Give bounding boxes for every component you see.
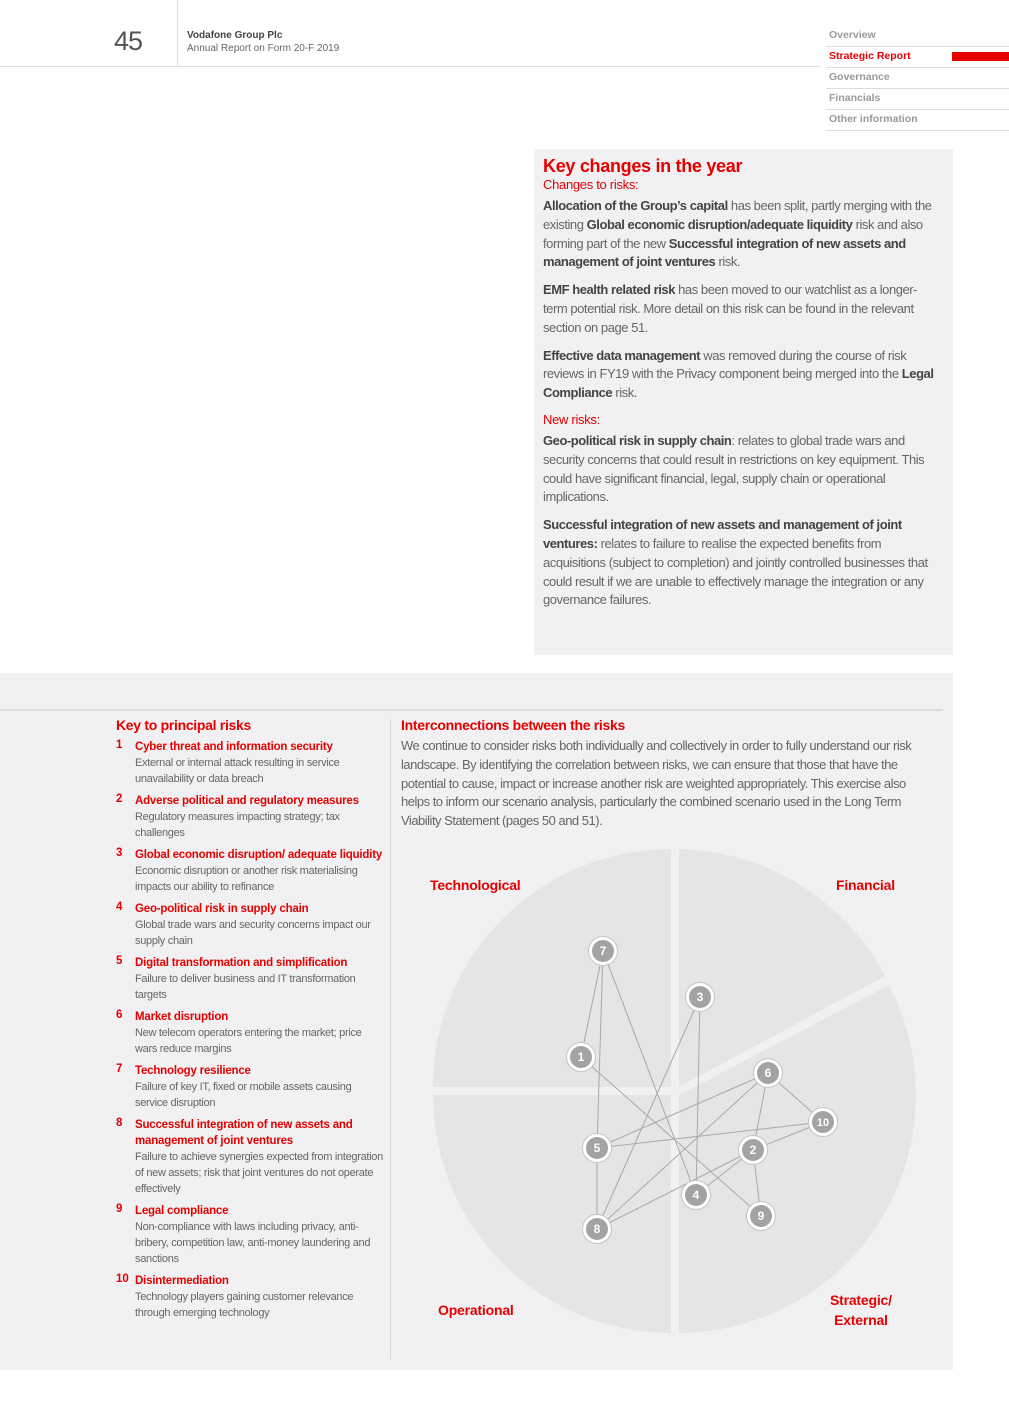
risk-title: Legal compliance [135, 1205, 229, 1217]
risk-description: Regulatory measures impacting strategy; tax challenges [135, 811, 340, 839]
risk-node-9 [747, 1202, 776, 1231]
page-number: 45 [114, 26, 143, 56]
panel-rule [0, 709, 943, 711]
svg-text:7: 7 [599, 944, 607, 958]
risk-number: 8 [116, 1117, 123, 1129]
label-strategic-external [830, 1290, 892, 1330]
risk-node-1 [567, 1043, 596, 1072]
risk-node-6 [754, 1059, 783, 1088]
label-operational: Operational [438, 1302, 514, 1318]
nav-label: Overview [829, 29, 876, 41]
risk-interconnection-diagram [420, 841, 930, 1341]
svg-text:3: 3 [696, 990, 704, 1004]
risk-number: 7 [116, 1063, 123, 1075]
header-divider [177, 0, 178, 67]
header-rule [0, 66, 820, 67]
risk-list [116, 739, 386, 1321]
risk-description: Technology players gaining customer relevance through emerging technology [135, 1291, 354, 1319]
risk-item [116, 955, 386, 1003]
nav-label: Governance [829, 71, 890, 83]
interconnections-title: Interconnections between the risks [401, 717, 625, 733]
key-changes-title: Key changes in the year [543, 156, 743, 176]
key-to-principal-risks [116, 717, 386, 1327]
risk-item [116, 793, 386, 841]
new-risk-paragraph: Geo-political risk in supply chain: relates to global trade wars and security concerns that could result in restrictions on key equipment. This could have significant financial, legal, supply chain or operational implications. [543, 432, 925, 505]
risk-item [116, 1203, 386, 1267]
svg-text:9: 9 [757, 1209, 765, 1223]
risks-panel [0, 673, 953, 1370]
change-paragraph: Effective data management was removed during the course of risk reviews in FY19 with the Privacy component being merged into the Legal Compliance risk. [543, 347, 934, 401]
risk-description: Global trade wars and security concerns impact our supply chain [135, 919, 371, 947]
risk-number: 3 [116, 847, 123, 859]
nav-label: Other information [829, 113, 918, 125]
risk-item [116, 847, 386, 895]
risk-title: Market disruption [135, 1011, 229, 1023]
svg-text:8: 8 [593, 1222, 601, 1236]
risk-number: 1 [116, 739, 123, 751]
nav-item-strategic-report[interactable] [826, 47, 1009, 68]
report-title: Annual Report on Form 20-F 2019 [187, 43, 340, 54]
label-external: External [834, 1312, 888, 1328]
svg-text:2: 2 [749, 1143, 757, 1157]
risk-item [116, 739, 386, 787]
risk-description: Failure to deliver business and IT transformation targets [135, 973, 356, 1001]
svg-text:1: 1 [577, 1050, 585, 1064]
risk-node-2 [739, 1136, 768, 1165]
key-title: Key to principal risks [116, 717, 252, 733]
risk-description: New telecom operators entering the market; price wars reduce margins [135, 1027, 362, 1055]
changes-list [543, 197, 944, 403]
new-risk-paragraph: Successful integration of new assets and management of joint ventures: relates to failure to realise the expected benefits from acquisitions (subject to completion) and jointly controlled businesses that could result if we are unable to effectively manage the integration or any governance failures. [543, 517, 928, 608]
risk-number: 9 [116, 1203, 123, 1215]
risk-number: 5 [116, 955, 123, 967]
risk-title: Geo-political risk in supply chain [135, 903, 309, 915]
risk-node-8 [583, 1215, 612, 1244]
column-divider [390, 719, 391, 1359]
risk-node-4 [682, 1181, 711, 1210]
risk-item [116, 1063, 386, 1111]
risk-item [116, 1009, 386, 1057]
nav-item-financials[interactable] [826, 89, 1009, 110]
change-paragraph: Allocation of the Group’s capital has been split, partly merging with the existing Global economic disruption/adequate liquidity risk and also forming part of the new Successful integration of new assets and management of joint ventures risk. [543, 198, 932, 270]
new-risks-heading: New risks: [543, 411, 600, 427]
svg-text:6: 6 [764, 1066, 772, 1080]
svg-text:5: 5 [593, 1141, 601, 1155]
risk-title: Global economic disruption/ adequate liquidity [135, 849, 383, 861]
risk-title: Adverse political and regulatory measures [135, 795, 359, 807]
svg-text:10: 10 [816, 1117, 830, 1129]
active-indicator [952, 52, 1009, 61]
risk-title: Cyber threat and information security [135, 741, 333, 753]
risk-number: 10 [116, 1273, 129, 1285]
risk-description: Failure of key IT, fixed or mobile assets causing service disruption [135, 1081, 352, 1109]
diagram-svg [420, 841, 930, 1341]
new-risks-list [543, 432, 944, 610]
section-nav [826, 26, 1009, 131]
quadrant-sectors [433, 849, 916, 1333]
label-strategic: Strategic/ [830, 1292, 892, 1308]
risk-node-5 [583, 1134, 612, 1163]
risk-title: Disintermediation [135, 1275, 229, 1287]
key-changes-box [534, 149, 953, 655]
interconnections-section [401, 717, 921, 831]
nav-label: Strategic Report [829, 50, 911, 62]
label-financial: Financial [836, 877, 895, 893]
risk-title: Technology resilience [135, 1065, 251, 1077]
risk-node-3 [686, 983, 715, 1012]
interconnections-body: We continue to consider risks both individually and collectively in order to fully understand our risk landscape. By identifying the correlation between risks, we can ensure that those that have the potential to cause, impact or increase another risk are weighted appropriately. This exercise also helps to inform our scenario analysis, particularly the combined scenario used in the Long Term Viability Statement (pages 50 and 51). [401, 738, 912, 829]
risk-item [116, 901, 386, 949]
risk-description: Economic disruption or another risk materialising impacts our ability to refinance [135, 865, 358, 893]
risk-description: Failure to achieve synergies expected from integration of new assets; risk that joint ventures do not operate effectively [135, 1151, 383, 1195]
changes-heading: Changes to risks: [543, 177, 639, 192]
nav-item-governance[interactable] [826, 68, 1009, 89]
risk-number: 2 [116, 793, 123, 805]
change-paragraph: EMF health related risk has been moved to our watchlist as a longer- term potential risk. More detail on this risk can be found in the relevant section on page 51. [543, 282, 918, 335]
label-technological: Technological [430, 877, 521, 893]
nav-item-overview[interactable] [826, 26, 1009, 47]
risk-node-7 [589, 937, 618, 966]
risk-description: External or internal attack resulting in service unavailability or data breach [135, 757, 340, 785]
risk-title: Successful integration of new assets and management of joint ventures [135, 1119, 353, 1147]
risk-node-10 [809, 1108, 838, 1137]
risk-item [116, 1273, 386, 1321]
risk-description: Non-compliance with laws including privacy, anti-bribery, competition law, anti-money laundering and sanctions [135, 1221, 371, 1265]
risk-title: Digital transformation and simplification [135, 957, 348, 969]
risk-number: 6 [116, 1009, 123, 1021]
company-name: Vodafone Group Plc [187, 30, 283, 41]
nav-item-other-information[interactable] [826, 110, 1009, 131]
risk-item [116, 1117, 386, 1197]
nav-label: Financials [829, 92, 881, 104]
risk-number: 4 [116, 901, 123, 913]
svg-text:4: 4 [692, 1188, 700, 1202]
